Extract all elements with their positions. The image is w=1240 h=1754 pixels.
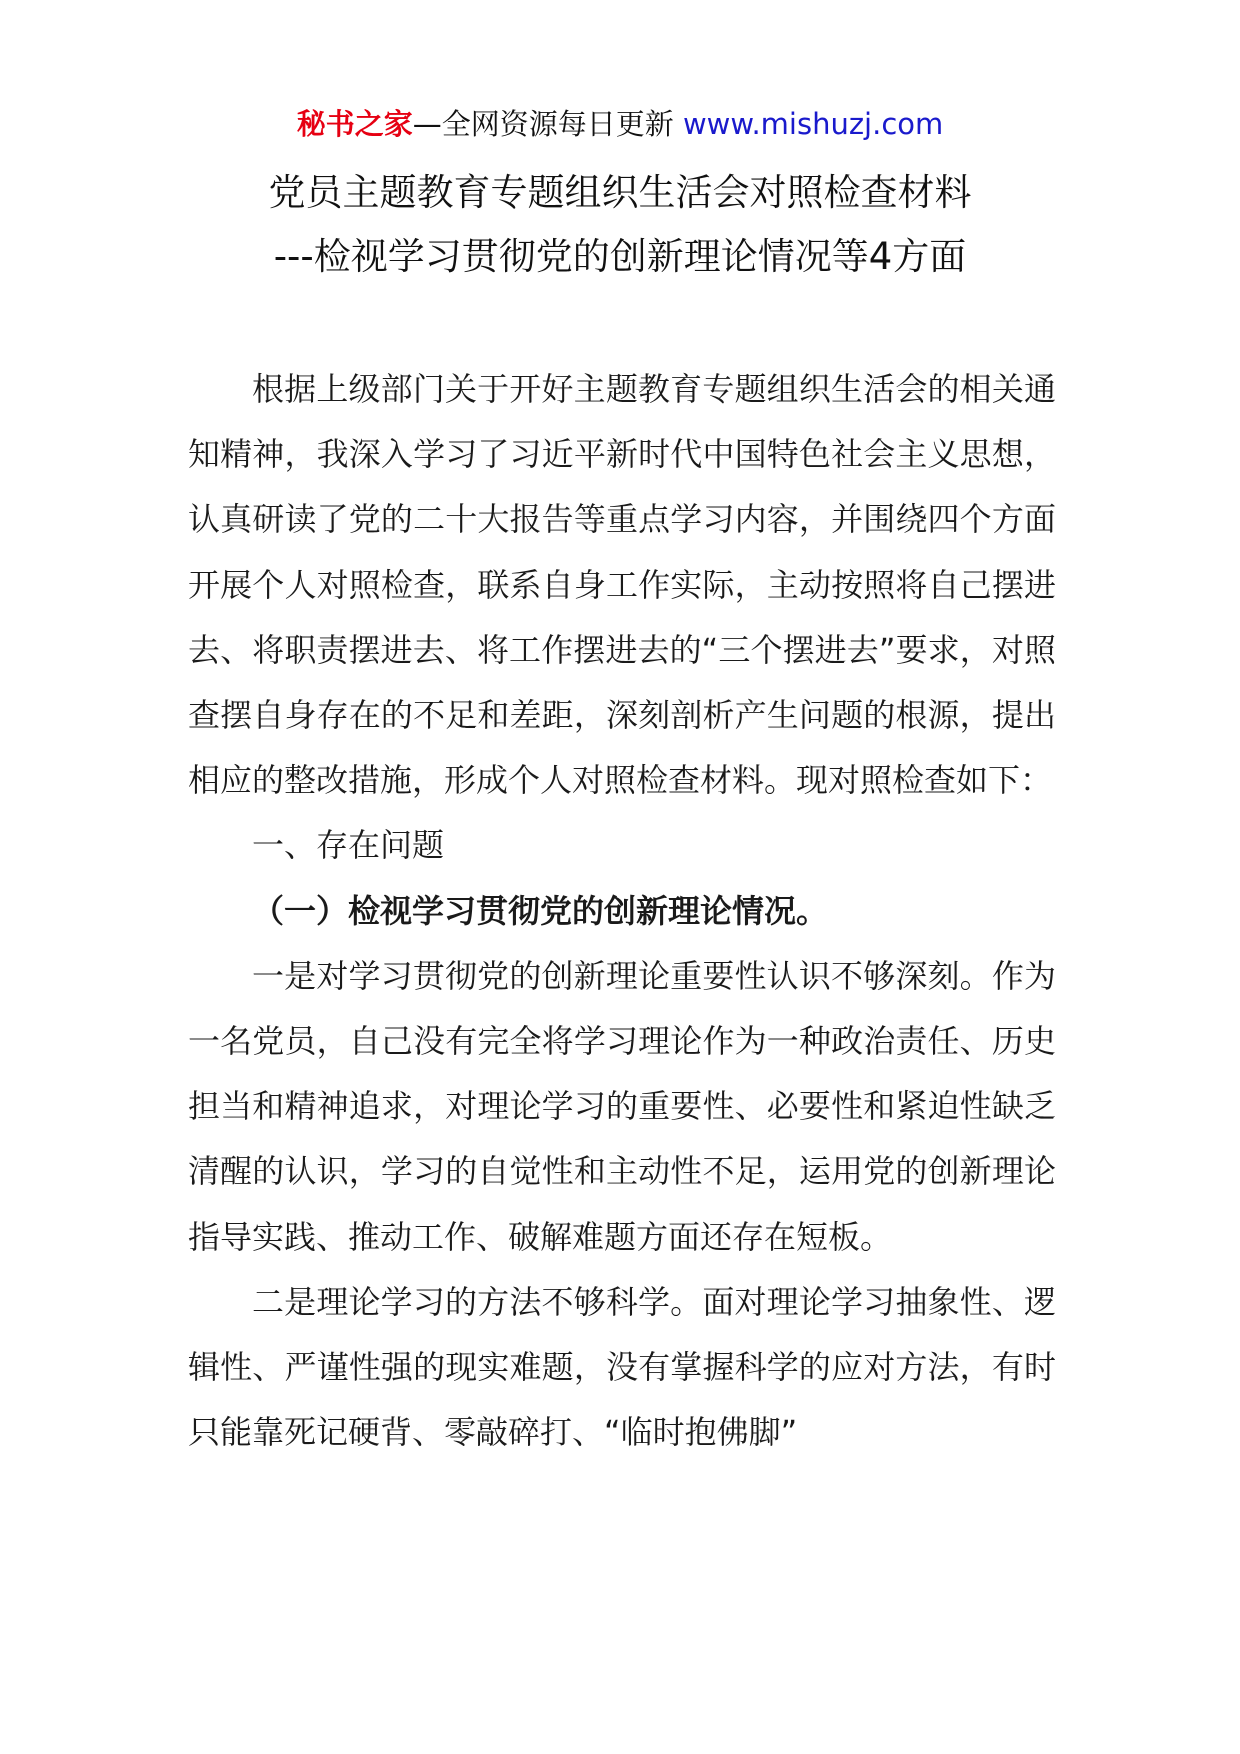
brand-name: 秘书之家 [296,107,413,141]
subsection-heading: （一）检视学习贯彻党的创新理论情况。 [252,891,829,930]
document-body [188,357,1056,1465]
site-url-link[interactable]: www.mishuzj.com [682,107,944,141]
document-subtitle: ---检视学习贯彻党的创新理论情况等4方面 [273,235,967,278]
section-heading: 一、存在问题 [252,826,445,865]
body-paragraph: 二是理论学习的方法不够科学。面对理论学习抽象性、逻辑性、严谨性强的现实难题，没有掌握科学的应对方法，有时只能靠死记硬背、零敲碎打、“临时抱佛脚” [188,1282,1056,1452]
site-header [0,102,1240,146]
document-title: 党员主题教育专题组织生活会对照检查材料 [268,171,972,214]
header-tagline: —全网资源每日更新 [412,107,683,141]
intro-paragraph: 根据上级部门关于开好主题教育专题组织生活会的相关通知精神，我深入学习了习近平新时代中国特色社会主义思想，认真研读了党的二十大报告等重点学习内容，并围绕四个方面开展个人对照检查，联系自身工作实际，主动按照将自己摆进去、将职责摆进去、将工作摆进去的“三个摆进去”要求，对照查摆自身存在的不足和差距，深刻剖析产生问题的根源，提出相应的整改措施，形成个人对照检查材料。现对照检查如下： [188,370,1056,800]
body-paragraph: 一是对学习贯彻党的创新理论重要性认识不够深刻。作为一名党员，自己没有完全将学习理论作为一种政治责任、历史担当和精神追求，对理论学习的重要性、必要性和紧迫性缺乏清醒的认识，学习的自觉性和主动性不足，运用党的创新理论指导实践、推动工作、破解难题方面还存在短板。 [188,956,1056,1256]
